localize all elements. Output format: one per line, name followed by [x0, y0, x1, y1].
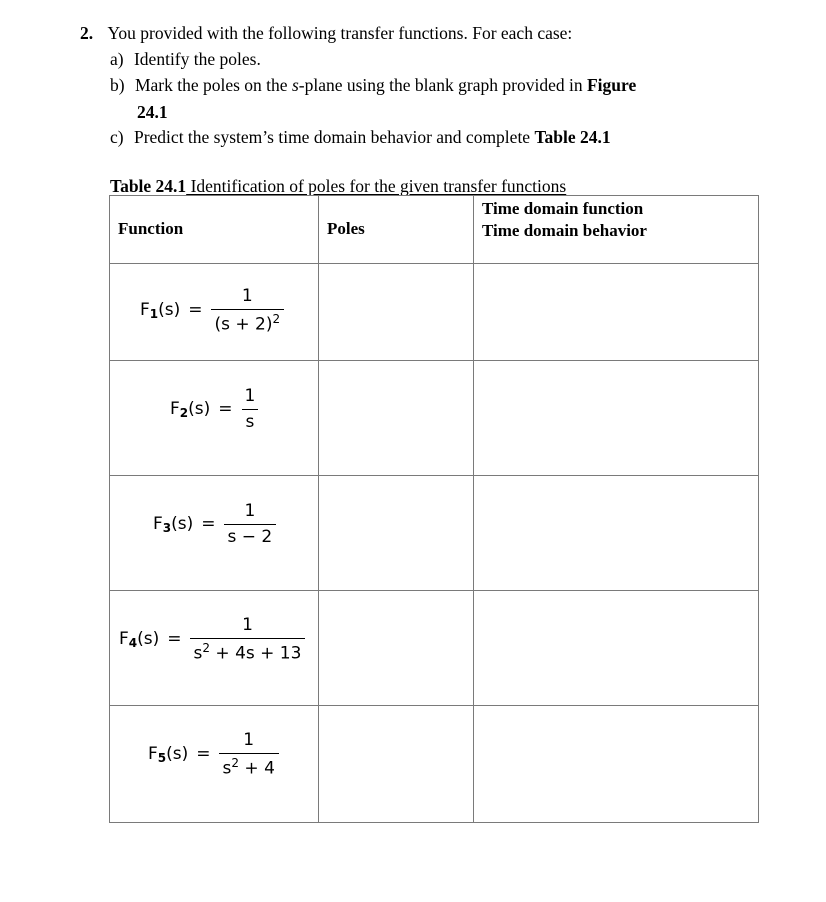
table-row [110, 264, 759, 361]
item-b-text-after: -plane using the blank graph provided in [298, 75, 587, 95]
fraction: $\frac{1}{s^2 + 4s + 13}$ [190, 615, 306, 664]
table-caption [110, 175, 566, 197]
question-number: 2. [80, 23, 94, 43]
header-poles [319, 196, 474, 264]
item-c-text: Predict the system’s time domain behavior and complete [133, 127, 535, 147]
item-a-marker: a) [110, 49, 124, 69]
behavior-cell-f1[interactable] [474, 264, 759, 361]
fraction: $\frac{1}{s}$ [241, 386, 260, 432]
header-time-domain [474, 196, 759, 264]
item-b-figure-ref: Figure [586, 75, 637, 95]
table-header-row [110, 196, 759, 264]
header-poles-label: Poles [327, 219, 365, 238]
table-caption-label: Table 24.1 [110, 176, 187, 196]
table-row [110, 706, 759, 823]
poles-table [109, 195, 759, 823]
function-cell-f1 [110, 264, 319, 361]
transfer-function-f3: $F_3(s)$ = $\frac{1}{s - 2}$ [153, 501, 276, 547]
transfer-function-f4: $F_4(s)$ = $\frac{1}{s^2 + 4s + 13}$ [119, 615, 305, 664]
poles-cell-f2[interactable] [319, 361, 474, 476]
question-intro: You provided with the following transfer functions. For each case: [107, 23, 573, 43]
item-b-text-before: Mark the poles on the [134, 75, 292, 95]
item-c-table-ref: Table 24.1 [534, 127, 611, 147]
behavior-cell-f4[interactable] [474, 591, 759, 706]
poles-cell-f3[interactable] [319, 476, 474, 591]
item-b-marker: b) [110, 75, 125, 95]
fraction: $\frac{1}{(s + 2)^2}$ [211, 286, 285, 335]
item-c-marker: c) [110, 127, 124, 147]
poles-cell-f5[interactable] [319, 706, 474, 823]
fraction: $\frac{1}{s - 2}$ [224, 501, 277, 547]
behavior-cell-f5[interactable] [474, 706, 759, 823]
function-cell-f4 [110, 591, 319, 706]
transfer-function-f5: $F_5(s)$ = $\frac{1}{s^2 + 4}$ [148, 730, 279, 779]
item-b [110, 74, 636, 96]
fraction: $\frac{1}{s^2 + 4}$ [219, 730, 279, 779]
transfer-function-f1: $F_1(s)$ = $\frac{1}{(s + 2)^2}$ [140, 286, 284, 335]
header-time-function-label: Time domain function [482, 199, 644, 218]
function-cell-f5 [110, 706, 319, 823]
poles-cell-f1[interactable] [319, 264, 474, 361]
table-row [110, 591, 759, 706]
header-function [110, 196, 319, 264]
behavior-cell-f3[interactable] [474, 476, 759, 591]
function-cell-f2 [110, 361, 319, 476]
table-row [110, 476, 759, 591]
item-a [110, 48, 261, 70]
behavior-cell-f2[interactable] [474, 361, 759, 476]
item-a-text: Identify the poles. [133, 49, 261, 69]
function-cell-f3 [110, 476, 319, 591]
poles-cell-f4[interactable] [319, 591, 474, 706]
table-row [110, 361, 759, 476]
table-caption-text: Identification of poles for the given transfer functions [186, 176, 567, 196]
item-b-s-variable: s [291, 75, 299, 95]
item-c [110, 126, 611, 148]
header-function-label: Function [118, 219, 184, 238]
transfer-function-f2: $F_2(s)$ = $\frac{1}{s}$ [170, 386, 259, 432]
question-intro-line [80, 22, 572, 44]
header-time-behavior-label: Time domain behavior [482, 221, 647, 240]
item-b-figure-number: 24.1 [137, 102, 168, 122]
